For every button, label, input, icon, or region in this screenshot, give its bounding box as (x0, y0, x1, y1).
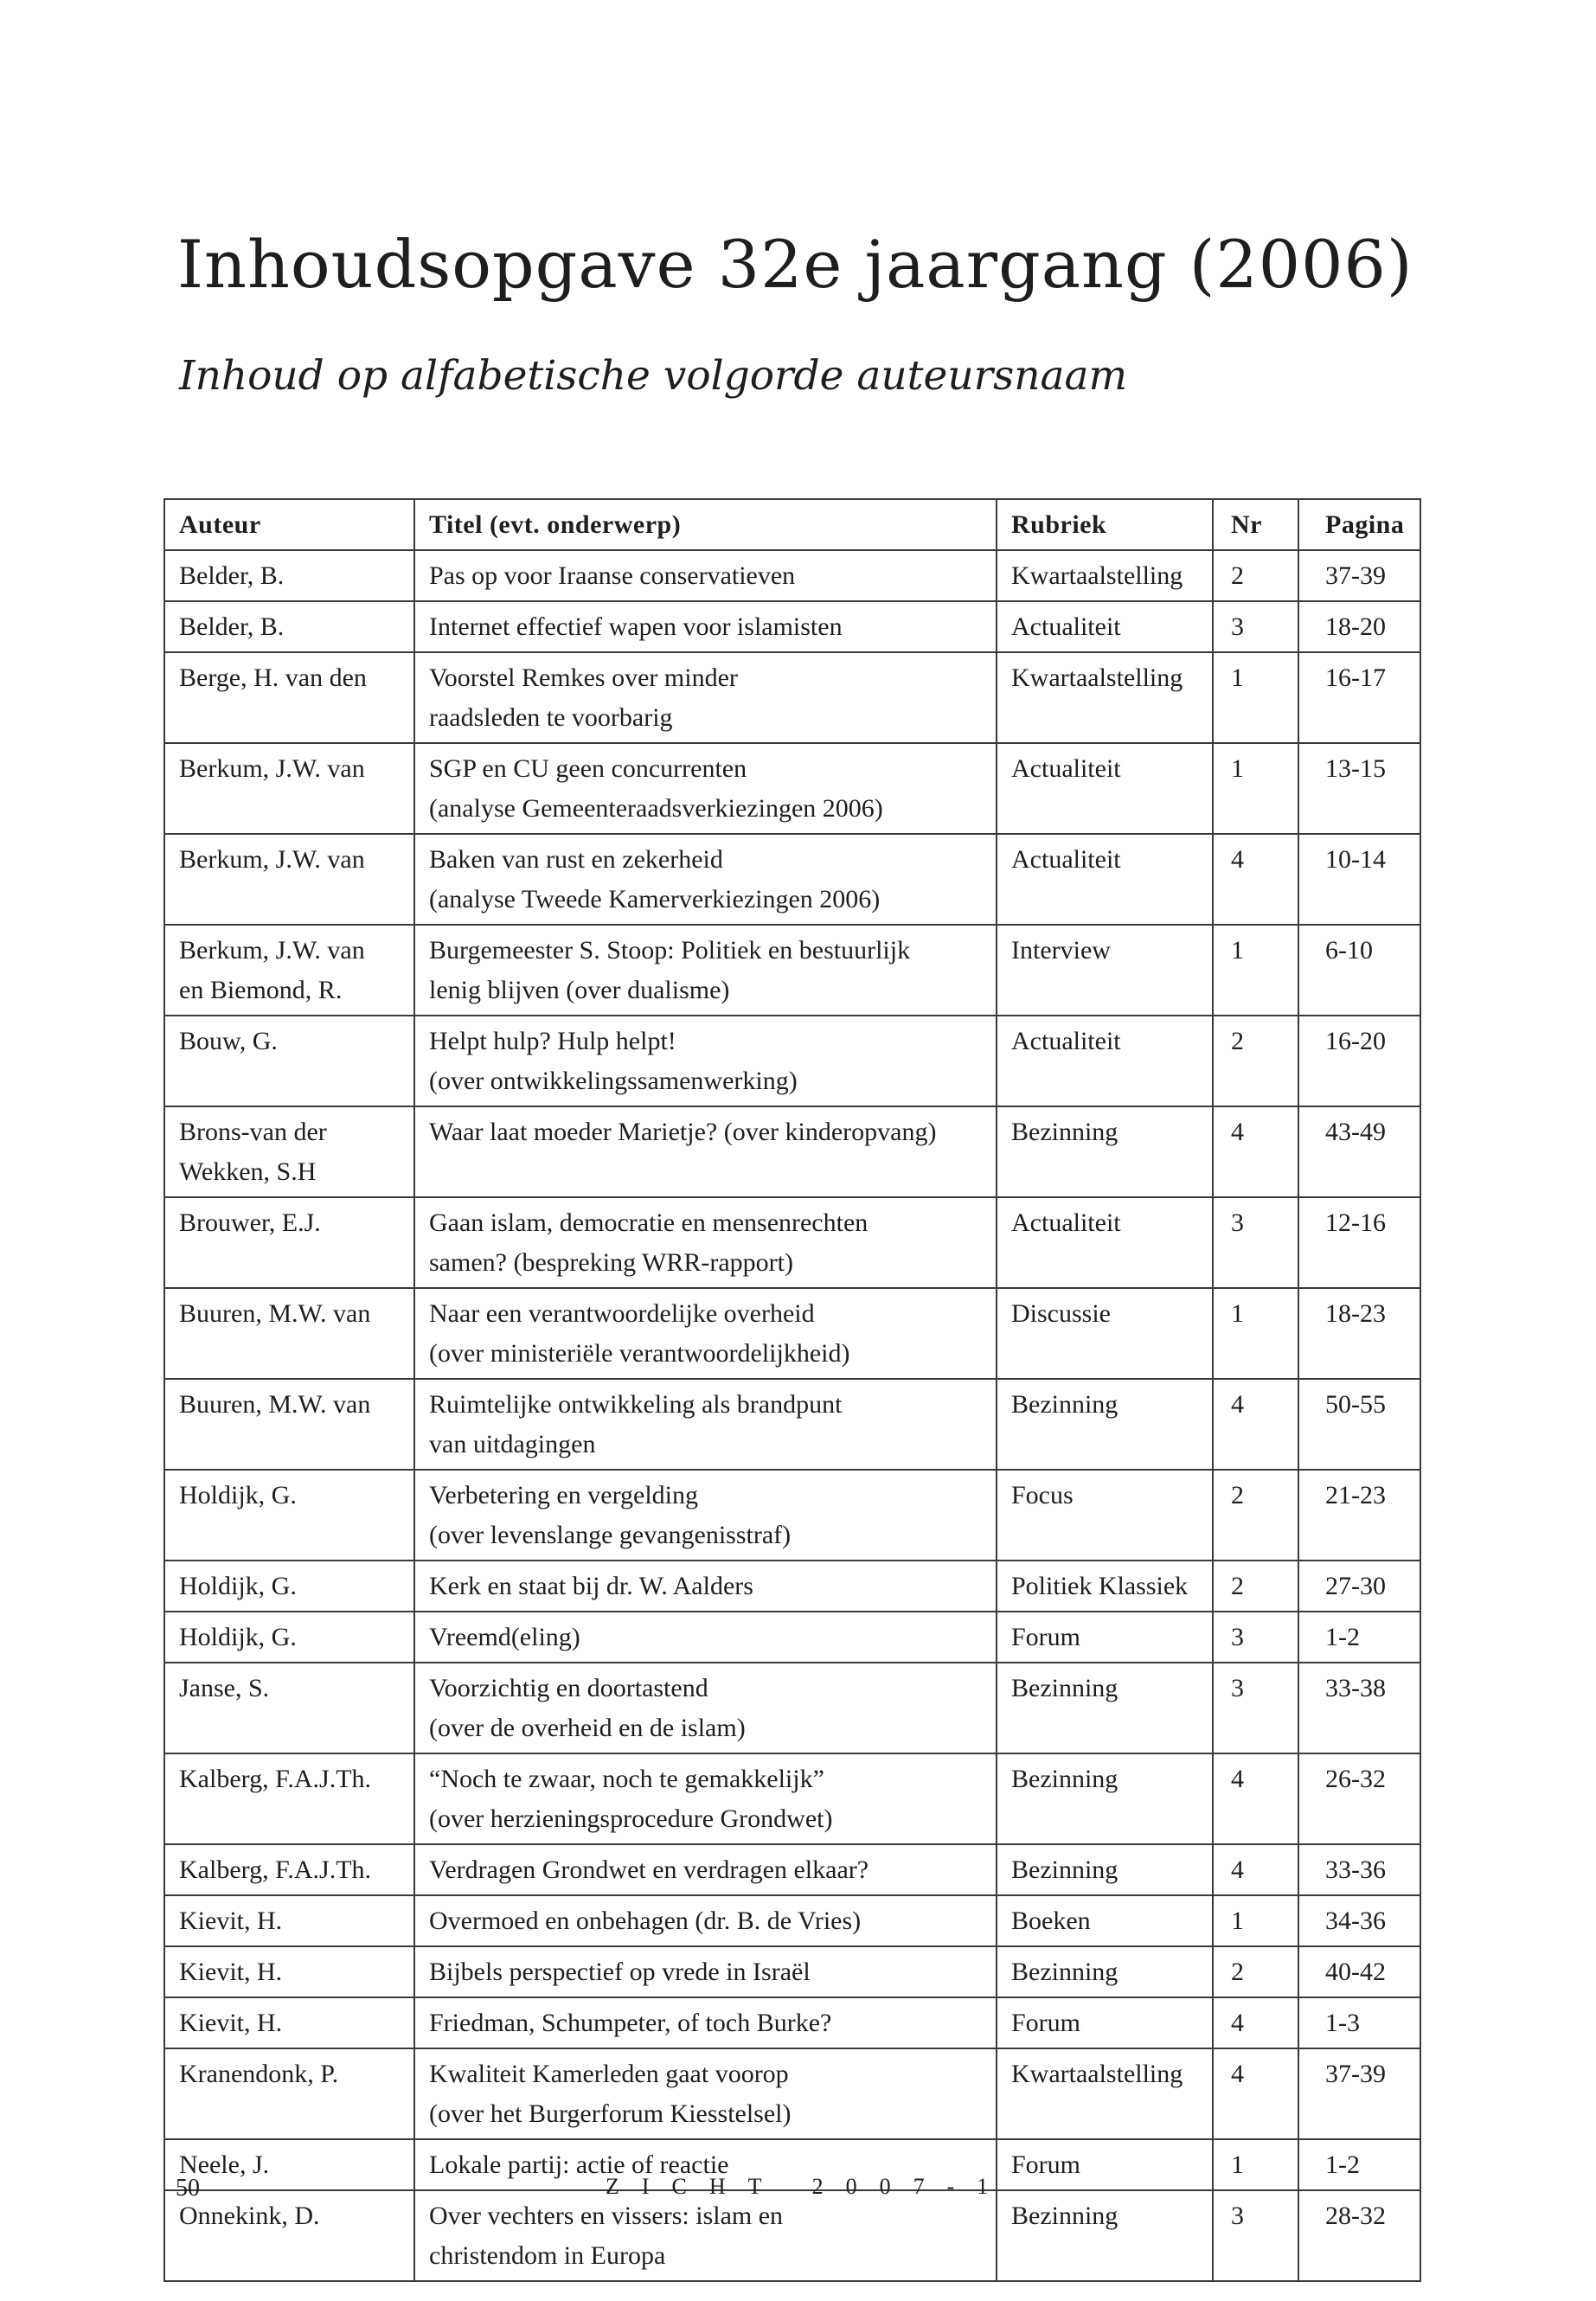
title-cell (414, 1379, 997, 1470)
title-cell-line: Baken van rust en zekerheid (429, 845, 723, 874)
page-range-cell (1298, 1470, 1420, 1561)
page-range-cell (1298, 1844, 1420, 1895)
rubric-cell (997, 1288, 1213, 1379)
page-range-cell-text: 33-38 (1325, 1674, 1386, 1702)
page-range-cell (1298, 1379, 1420, 1470)
author-cell (164, 1470, 414, 1561)
author-cell (164, 925, 414, 1016)
title-cell (414, 925, 997, 1016)
rubric-cell-text: Discussie (1011, 1299, 1111, 1328)
page-range-cell (1298, 925, 1420, 1016)
author-cell (164, 1753, 414, 1844)
page-range-cell-text: 21-23 (1325, 1481, 1386, 1509)
author-cell-line: Wekken, S.H (179, 1157, 317, 1186)
running-footer: ZICHT 2007-1 (606, 2174, 1011, 2199)
title-cell-line: Verbetering en vergelding (429, 1481, 699, 1509)
page-range-cell (1298, 550, 1420, 601)
issue-number-cell-text: 1 (1231, 663, 1244, 692)
page-range-cell-text: 28-32 (1325, 2202, 1386, 2230)
author-cell-line: Kievit, H. (179, 2009, 283, 2037)
table-row (164, 1470, 1420, 1561)
page-range-cell-text: 34-36 (1325, 1907, 1386, 1935)
author-cell-line: Berge, H. van den (179, 663, 367, 692)
page-range-cell-text: 6-10 (1325, 936, 1373, 965)
title-cell-line: Naar een verantwoordelijke overheid (429, 1299, 815, 1328)
rubric-cell-text: Kwartaalstelling (1011, 2060, 1183, 2088)
rubric-cell-text: Actualiteit (1011, 754, 1121, 783)
issue-number-cell-text: 1 (1231, 936, 1244, 965)
title-cell (414, 1753, 997, 1844)
author-cell-line: Holdijk, G. (179, 1572, 297, 1600)
page-range-cell (1298, 1753, 1420, 1844)
author-cell (164, 601, 414, 652)
issue-number-cell-text: 1 (1231, 754, 1244, 783)
issue-number-cell-text: 4 (1231, 1390, 1244, 1419)
rubric-cell-text: Boeken (1011, 1907, 1091, 1935)
issue-number-cell-text: 3 (1231, 1208, 1244, 1237)
rubric-cell-text: Kwartaalstelling (1011, 663, 1183, 692)
author-cell-line: Berkum, J.W. van (179, 845, 365, 874)
rubric-cell (997, 1612, 1213, 1663)
issue-number-cell-text: 2 (1231, 561, 1244, 590)
title-cell-line: (over levenslange gevangenisstraf) (429, 1521, 792, 1549)
issue-number-cell (1213, 652, 1298, 743)
title-cell (414, 1895, 997, 1946)
table-row (164, 1106, 1420, 1197)
page-range-cell-text: 12-16 (1325, 1208, 1386, 1237)
page-range-cell (1298, 1106, 1420, 1197)
author-cell-line: Holdijk, G. (179, 1623, 297, 1651)
rubric-cell (997, 1946, 1213, 1997)
issue-number-cell-text: 4 (1231, 1856, 1244, 1884)
rubric-cell-text: Interview (1011, 936, 1111, 965)
issue-number-cell-text: 1 (1231, 1907, 1244, 1935)
issue-number-cell (1213, 1106, 1298, 1197)
title-cell-line: Lokale partij: actie of reactie (429, 2150, 729, 2179)
title-cell (414, 1470, 997, 1561)
issue-number-cell (1213, 1288, 1298, 1379)
title-cell-line: van uitdagingen (429, 1430, 596, 1458)
page-range-cell-text: 27-30 (1325, 1572, 1386, 1600)
issue-number-cell-text: 4 (1231, 1118, 1244, 1146)
title-cell (414, 550, 997, 601)
author-cell-line: Kranendonk, P. (179, 2060, 339, 2088)
rubric-cell-text: Forum (1011, 2009, 1081, 2037)
author-cell (164, 1016, 414, 1106)
issue-number-cell-text: 4 (1231, 1765, 1244, 1793)
issue-number-cell (1213, 1663, 1298, 1753)
title-cell (414, 1612, 997, 1663)
page-range-cell-text: 33-36 (1325, 1856, 1386, 1884)
issue-number-cell-text: 3 (1231, 1623, 1244, 1651)
author-cell-line: Janse, S. (179, 1674, 270, 1702)
author-cell-line: Berkum, J.W. van (179, 754, 365, 783)
title-cell-line: (over ontwikkelingssamenwerking) (429, 1067, 798, 1095)
rubric-cell-text: Actualiteit (1011, 845, 1121, 874)
rubric-cell-text: Actualiteit (1011, 612, 1121, 641)
title-cell-line: Ruimtelijke ontwikkeling als brandpunt (429, 1390, 843, 1419)
title-cell-line: Internet effectief wapen voor islamisten (429, 612, 843, 641)
title-cell (414, 1197, 997, 1288)
issue-number-cell (1213, 1379, 1298, 1470)
page-range-cell-text: 1-3 (1325, 2009, 1360, 2037)
title-cell (414, 1561, 997, 1612)
title-cell-line: christendom in Europa (429, 2241, 666, 2270)
issue-number-cell (1213, 601, 1298, 652)
rubric-cell (997, 1997, 1213, 2048)
author-cell (164, 743, 414, 834)
rubric-cell-text: Forum (1011, 1623, 1081, 1651)
table-header-row (164, 499, 1420, 550)
issue-number-cell (1213, 2190, 1298, 2281)
table-row (164, 743, 1420, 834)
author-cell-line: Neele, J. (179, 2150, 270, 2179)
title-cell-line: (over herzieningsprocedure Grondwet) (429, 1804, 833, 1833)
rubric-cell (997, 834, 1213, 925)
title-cell (414, 1016, 997, 1106)
title-cell-line: raadsleden te voorbarig (429, 703, 673, 732)
title-cell-line: Vreemd(eling) (429, 1623, 580, 1651)
title-cell-line: SGP en CU geen concurrenten (429, 754, 747, 783)
page-number: 50 (176, 2175, 200, 2202)
title-cell-line: Kwaliteit Kamerleden gaat voorop (429, 2060, 789, 2088)
author-cell-line: Buuren, M.W. van (179, 1390, 371, 1419)
header-nr: Nr (1213, 499, 1298, 550)
rubric-cell-text: Bezinning (1011, 1765, 1118, 1793)
title-cell (414, 2190, 997, 2281)
issue-number-cell (1213, 2048, 1298, 2139)
issue-number-cell (1213, 1844, 1298, 1895)
table-row (164, 1197, 1420, 1288)
title-cell (414, 1663, 997, 1753)
rubric-cell (997, 1663, 1213, 1753)
page-range-cell (1298, 1997, 1420, 2048)
table-row (164, 1844, 1420, 1895)
rubric-cell (997, 1106, 1213, 1197)
title-cell-line: Voorzichtig en doortastend (429, 1674, 708, 1702)
rubric-cell-text: Bezinning (1011, 1958, 1118, 1986)
author-cell (164, 1895, 414, 1946)
page-range-cell (1298, 2048, 1420, 2139)
table-row (164, 1946, 1420, 1997)
issue-number-cell (1213, 925, 1298, 1016)
table-row (164, 1561, 1420, 1612)
rubric-cell-text: Bezinning (1011, 1856, 1118, 1884)
page-range-cell (1298, 1288, 1420, 1379)
header-author: Auteur (164, 499, 414, 550)
title-cell (414, 1844, 997, 1895)
rubric-cell (997, 2048, 1213, 2139)
title-cell (414, 1288, 997, 1379)
page-range-cell-text: 13-15 (1325, 754, 1386, 783)
author-cell (164, 1612, 414, 1663)
title-cell-line: Bijbels perspectief op vrede in Israël (429, 1958, 811, 1986)
rubric-cell (997, 1379, 1213, 1470)
rubric-cell (997, 601, 1213, 652)
issue-number-cell (1213, 1612, 1298, 1663)
author-cell-line: Berkum, J.W. van (179, 936, 365, 965)
issue-number-cell (1213, 1561, 1298, 1612)
table-row (164, 834, 1420, 925)
rubric-cell (997, 1561, 1213, 1612)
page-range-cell-text: 16-20 (1325, 1027, 1386, 1055)
page-range-cell (1298, 601, 1420, 652)
page-range-cell-text: 16-17 (1325, 663, 1386, 692)
issue-number-cell (1213, 1197, 1298, 1288)
page-range-cell-text: 18-23 (1325, 1299, 1386, 1328)
title-cell-line: Kerk en staat bij dr. W. Aalders (429, 1572, 753, 1600)
rubric-cell-text: Bezinning (1011, 1674, 1118, 1702)
title-cell-line: samen? (bespreking WRR-rapport) (429, 1248, 793, 1277)
rubric-cell (997, 550, 1213, 601)
author-cell-line: Kalberg, F.A.J.Th. (179, 1856, 372, 1884)
page-range-cell-text: 10-14 (1325, 845, 1386, 874)
table-row (164, 1753, 1420, 1844)
author-cell (164, 1997, 414, 2048)
title-cell (414, 1997, 997, 2048)
rubric-cell-text: Forum (1011, 2150, 1081, 2179)
title-cell (414, 743, 997, 834)
issue-number-cell-text: 2 (1231, 1027, 1244, 1055)
rubric-cell (997, 1753, 1213, 1844)
author-cell (164, 1379, 414, 1470)
issue-number-cell-text: 4 (1231, 2060, 1244, 2088)
rubric-cell (997, 652, 1213, 743)
page-range-cell (1298, 1197, 1420, 1288)
contents-table (163, 498, 1421, 2282)
page-subtitle: Inhoud op alfabetische volgorde auteursnaam (179, 352, 1128, 400)
page-range-cell (1298, 1663, 1420, 1753)
author-cell-line: Brons-van der (179, 1118, 327, 1146)
rubric-cell (997, 1844, 1213, 1895)
issue-number-cell-text: 4 (1231, 845, 1244, 874)
title-cell-line: “Noch te zwaar, noch te gemakkelijk” (429, 1765, 824, 1793)
rubric-cell-text: Actualiteit (1011, 1027, 1121, 1055)
title-cell-line: (analyse Tweede Kamerverkiezingen 2006) (429, 885, 881, 913)
title-cell (414, 652, 997, 743)
author-cell (164, 1288, 414, 1379)
page-range-cell (1298, 2139, 1420, 2190)
page-range-cell-text: 18-20 (1325, 612, 1386, 641)
table-row (164, 925, 1420, 1016)
author-cell (164, 550, 414, 601)
title-cell-line: Friedman, Schumpeter, of toch Burke? (429, 2009, 832, 2037)
title-cell-line: Burgemeester S. Stoop: Politiek en bestuurlijk (429, 936, 911, 965)
table-row (164, 1663, 1420, 1753)
author-cell-line: Belder, B. (179, 612, 285, 641)
header-title: Titel (evt. onderwerp) (414, 499, 997, 550)
issue-number-cell (1213, 1895, 1298, 1946)
page-range-cell (1298, 1016, 1420, 1106)
page-range-cell (1298, 1895, 1420, 1946)
title-cell-line: Verdragen Grondwet en verdragen elkaar? (429, 1856, 869, 1884)
title-cell-line: Overmoed en onbehagen (dr. B. de Vries) (429, 1907, 862, 1935)
title-cell-line: Helpt hulp? Hulp helpt! (429, 1027, 676, 1055)
page-range-cell (1298, 1561, 1420, 1612)
author-cell (164, 1663, 414, 1753)
issue-number-cell-text: 2 (1231, 1572, 1244, 1600)
table-row (164, 601, 1420, 652)
author-cell-line: en Biemond, R. (179, 976, 343, 1004)
table-row (164, 1288, 1420, 1379)
author-cell-line: Brouwer, E.J. (179, 1208, 321, 1237)
page-range-cell (1298, 1612, 1420, 1663)
title-cell-line: Waar laat moeder Marietje? (over kinderopvang) (429, 1118, 937, 1146)
rubric-cell-text: Kwartaalstelling (1011, 561, 1183, 590)
title-cell (414, 2048, 997, 2139)
author-cell-line: Bouw, G. (179, 1027, 278, 1055)
title-cell-line: Voorstel Remkes over minder (429, 663, 738, 692)
author-cell (164, 1106, 414, 1197)
author-cell (164, 2048, 414, 2139)
title-cell-line: (over de overheid en de islam) (429, 1714, 746, 1742)
table-row (164, 652, 1420, 743)
title-cell (414, 1106, 997, 1197)
author-cell-line: Onnekink, D. (179, 2202, 320, 2230)
issue-number-cell-text: 3 (1231, 2202, 1244, 2230)
table-row (164, 1895, 1420, 1946)
page-range-cell (1298, 834, 1420, 925)
page-range-cell-text: 37-39 (1325, 2060, 1386, 2088)
rubric-cell (997, 2190, 1213, 2281)
author-cell (164, 2190, 414, 2281)
author-cell-line: Kievit, H. (179, 1958, 283, 1986)
author-cell-line: Holdijk, G. (179, 1481, 297, 1509)
page-range-cell-text: 43-49 (1325, 1118, 1386, 1146)
issue-number-cell (1213, 2139, 1298, 2190)
issue-number-cell-text: 3 (1231, 1674, 1244, 1702)
page-range-cell-text: 26-32 (1325, 1765, 1386, 1793)
page-range-cell (1298, 652, 1420, 743)
title-cell (414, 834, 997, 925)
title-cell-line: (analyse Gemeenteraadsverkiezingen 2006) (429, 794, 883, 823)
title-cell-line: (over ministeriële verantwoordelijkheid) (429, 1339, 850, 1368)
rubric-cell-text: Actualiteit (1011, 1208, 1121, 1237)
page-range-cell-text: 1-2 (1325, 2150, 1360, 2179)
issue-number-cell-text: 3 (1231, 612, 1244, 641)
author-cell (164, 1946, 414, 1997)
issue-number-cell-text: 2 (1231, 1958, 1244, 1986)
author-cell (164, 2139, 414, 2190)
table-row (164, 1016, 1420, 1106)
title-cell-line: Over vechters en vissers: islam en (429, 2202, 784, 2230)
issue-number-cell-text: 2 (1231, 1481, 1244, 1509)
author-cell-line: Buuren, M.W. van (179, 1299, 371, 1328)
issue-number-cell (1213, 1753, 1298, 1844)
table-row (164, 2048, 1420, 2139)
page-range-cell-text: 37-39 (1325, 561, 1386, 590)
page-range-cell-text: 40-42 (1325, 1958, 1386, 1986)
rubric-cell (997, 2139, 1213, 2190)
page-range-cell-text: 1-2 (1325, 1623, 1360, 1651)
author-cell (164, 1844, 414, 1895)
author-cell-line: Kievit, H. (179, 1907, 283, 1935)
title-cell-line: Pas op voor Iraanse conservatieven (429, 561, 796, 590)
rubric-cell-text: Focus (1011, 1481, 1074, 1509)
table-row (164, 2190, 1420, 2281)
issue-number-cell (1213, 1016, 1298, 1106)
rubric-cell-text: Politiek Klassiek (1011, 1572, 1189, 1600)
rubric-cell (997, 1470, 1213, 1561)
header-rubric: Rubriek (997, 499, 1213, 550)
issue-number-cell (1213, 743, 1298, 834)
page-range-cell (1298, 743, 1420, 834)
issue-number-cell (1213, 550, 1298, 601)
rubric-cell (997, 743, 1213, 834)
issue-number-cell (1213, 834, 1298, 925)
author-cell-line: Kalberg, F.A.J.Th. (179, 1765, 372, 1793)
issue-number-cell-text: 1 (1231, 2150, 1244, 2179)
issue-number-cell-text: 4 (1231, 2009, 1244, 2037)
author-cell (164, 834, 414, 925)
title-cell-line: lenig blijven (over dualisme) (429, 976, 730, 1004)
title-cell (414, 1946, 997, 1997)
title-cell-line: (over het Burgerforum Kiesstelsel) (429, 2099, 792, 2128)
table-row (164, 1379, 1420, 1470)
issue-number-cell (1213, 1997, 1298, 2048)
page-range-cell (1298, 2190, 1420, 2281)
author-cell-line: Belder, B. (179, 561, 285, 590)
table-row (164, 1612, 1420, 1663)
table-row (164, 1997, 1420, 2048)
rubric-cell (997, 925, 1213, 1016)
table-row (164, 550, 1420, 601)
page-title: Inhoudsopgave 32e jaargang (2006) (177, 226, 1413, 303)
title-cell-line: Gaan islam, democratie en mensenrechten (429, 1208, 869, 1237)
issue-number-cell (1213, 1946, 1298, 1997)
issue-number-cell-text: 1 (1231, 1299, 1244, 1328)
title-cell (414, 601, 997, 652)
rubric-cell (997, 1895, 1213, 1946)
header-page: Pagina (1298, 499, 1420, 550)
author-cell (164, 1197, 414, 1288)
author-cell (164, 1561, 414, 1612)
rubric-cell-text: Bezinning (1011, 1390, 1118, 1419)
page-range-cell-text: 50-55 (1325, 1390, 1386, 1419)
page-range-cell (1298, 1946, 1420, 1997)
rubric-cell (997, 1197, 1213, 1288)
rubric-cell-text: Bezinning (1011, 2202, 1118, 2230)
rubric-cell-text: Bezinning (1011, 1118, 1118, 1146)
issue-number-cell (1213, 1470, 1298, 1561)
rubric-cell (997, 1016, 1213, 1106)
table-body (164, 550, 1420, 2281)
author-cell (164, 652, 414, 743)
